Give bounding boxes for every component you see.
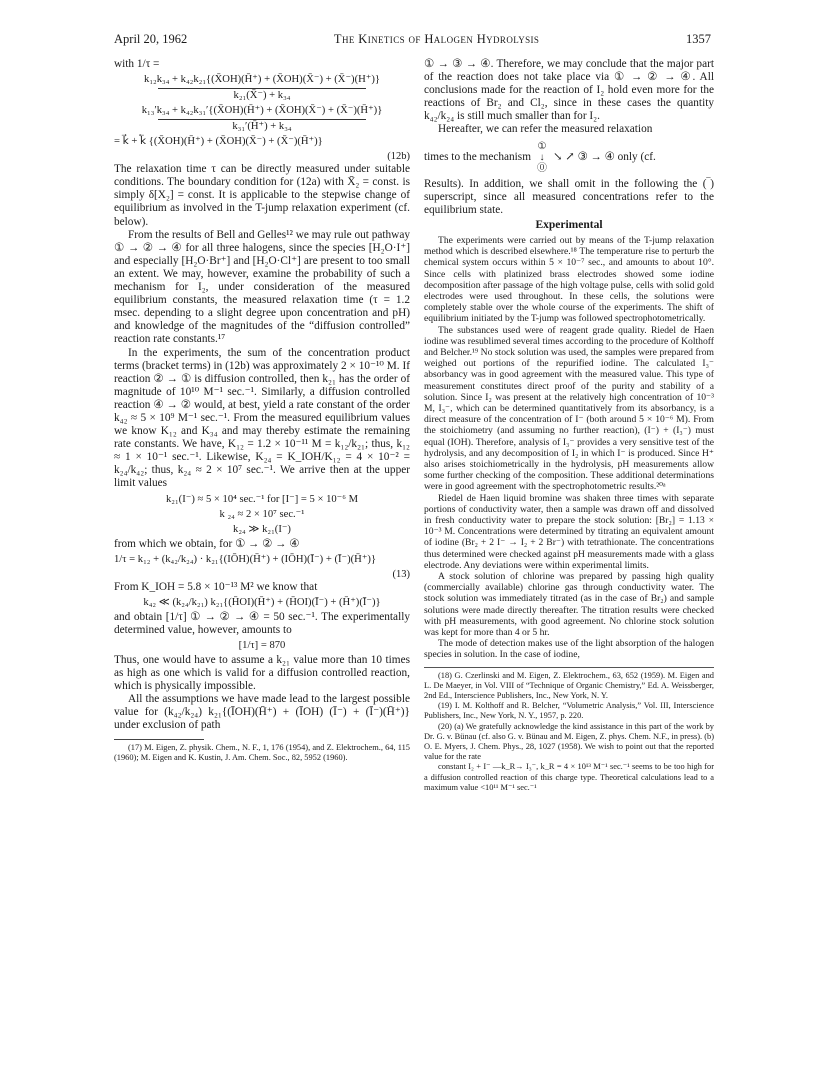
eq-upper-limit-1: k₂₁(I⁻) ≈ 5 × 10⁴ sec.⁻¹ for [I⁻] = 5 × 10⁻⁶ M [165, 493, 359, 505]
eq-12b-number: (12b) [387, 151, 410, 163]
paragraph: A stock solution of chlorine was prepared by passing high quality (commercially available) chlorine gas through conductivity water. The stock solution was immediately titrated (as in the case of Br₂) and sample solutions were made directly thereafter. The titration results were checked with pH measurements, with good agreement. No chlorine stock solution was kept for more than 4 or 5 hr. [424, 571, 714, 639]
mechanism-branch [537, 141, 547, 174]
mechanism-top-species: ① [537, 140, 547, 152]
mechanism-rest: ↘ ↗ ③ → ④ only (cf. [552, 150, 656, 163]
eq-13-row [114, 551, 410, 568]
paragraph: from which we obtain, for ① → ② → ④ [114, 537, 300, 550]
eq-12b-line3: = k⃗ + k⃖ {(X̄OH)(H̄⁺) + (X̄OH)(X̄⁻) + (X̄⁻)(H̄⁺)} [114, 136, 323, 148]
mechanism-scheme [424, 141, 714, 174]
footnote-17: (17) M. Eigen, Z. physik. Chem., N. F., 1, 176 (1954), and Z. Elektrochem., 64, 115 (1960); M. Eigen and K. Kustin, J. Am. Chem. Soc., 82, 5952 (1960). [114, 742, 410, 762]
footnote-rule [114, 739, 204, 740]
eq-12b-line1-den: k₂₁(X̄⁻) + k₃₄ [158, 88, 365, 102]
paragraph: The experiments were carried out by means of the T-jump relaxation method which is described elsewhere.¹⁸ The temperature rise to perturb the chemical system occurs within 5 × 10⁻⁷ sec., and amounts to about 10°. Since cells with platinized brass electrodes showed some iodine decomposition after passage of the high voltage pulse, cells with solid gold electrodes were used throughout. In these cells, the solutions were completely stable over the whole course of the experiments. The shift of equilibrium initiated by the T-jump was followed spectrophotometrically. [424, 234, 714, 325]
footnote-rule [424, 667, 714, 668]
eq-intro: with 1/τ = [114, 58, 160, 70]
eq-13: 1/τ = k₁₂ + (k₄₂/k₂₄) · k₂₁{(IŌH)(H̄⁺) + (IŌH)(Ī⁻) + (Ī⁻)(H̄⁺)} [114, 553, 377, 565]
eq-measured-value: [1/τ] = 870 [238, 640, 286, 651]
paragraph: From the results of Bell and Gelles¹² we may rule out pathway ① → ② → ④ for all three halogens, since the species [H₂O·I⁺] and especially [H₂O·Br⁺] and [H₂O·Cl⁺] are present to too small an extent. We may, however, examine the probability of such a mechanism for I₂, under consideration of the measured equilibrium constants, the measured relaxation time (τ = 1.2 msec. depending to a slight degree upon concentration and pH) and knowledge of the magnitudes of the “diffusion controlled” reaction rate constants.¹⁷ [114, 228, 410, 346]
paragraph: The substances used were of reagent grade quality. Riedel de Haen iodine was resublimed several times according to the procedure of Kolthoff and Belcher.¹⁹ No stock solution was used, the samples were prepared from weighed out portions of the repurified iodine. The calculated I₃⁻ absorbancy was in good agreement with the measured value. This type of measurement constitutes direct proof of the purity and stability of a solution. Since I₂ was present at the relatively high concentration of 10⁻³ M, I₃⁻, which can be determined quantitatively from its absorbancy, is a direct measure of the concentration of I⁻ (both around 5 × 10⁻⁶ M). From the stoichiometry (and assuming no further reaction), (I⁻) + (I₃⁻) must equal (IOH). Therefore, analysis of I₃⁻ provides a very sensitive test of the hydrolysis, and any decomposition of I₂ in which I⁻ is produced. Since H⁺ also arises stoichiometrically in the hydrolysis, pH measurements allow some further checking of the composition. These additional determinations were in good agreement with the spectrophotometric results.²⁰ᵃ [424, 324, 714, 493]
paragraph: and obtain [1/τ] ① → ② → ④ = 50 sec.⁻¹. The experimentally determined value, however, amounts to [114, 610, 410, 636]
eq-13-number: (13) [392, 568, 410, 580]
left-column [114, 58, 410, 763]
paragraph: The mode of detection makes use of the light absorption of the halogen species in solution. In the case of iodine, [424, 638, 714, 661]
header-date: April 20, 1962 [114, 32, 188, 46]
header-page-number: 1357 [686, 32, 711, 46]
paragraph: Hereafter, we can refer the measured relaxation [438, 123, 653, 136]
eq-12b-line1-num: k₁₂k₃₄ + k₄₂k₂₁{(X̄OH)(H̄⁺) + (X̄OH)(X̄⁻) + (X̄⁻)(H⁺)} [144, 74, 380, 86]
footnote-18: (18) G. Czerlinski and M. Eigen, Z. Elektrochem., 63, 652 (1959). M. Eigen and L. De Maeyer, in Vol. VIII of “Technique of Organic Chemistry,” Ed. A. Weissberger, 2nd Ed., Interscience Publishers, Inc., New York, N. Y. [424, 670, 714, 701]
mechanism-label: times to the mechanism [424, 150, 531, 163]
paragraph: The relaxation time τ can be directly measured under suitable conditions. The boundary condition for (12a) with X̄₂ = const. is simply δ[X₂] = const. It is applicable to the stepwise change of equilibrium as involved in the T-jump relaxation experiment (cf. below). [114, 163, 410, 228]
paragraph: ① → ③ → ④. Therefore, we may conclude that the major part of the reaction does not take place via ① → ② → ④. All conclusions made for the reaction of I₂ hold even more for the reactions of Br₂ and Cl₂, since in these cases the quantity k₄₂/k₂₄ is still much smaller than for I₂. [424, 58, 714, 123]
section-heading-experimental: Experimental [535, 218, 603, 231]
footnote-20: (20) (a) We gratefully acknowledge the kind assistance in this part of the work by Dr. G. v. Bünau (cf. also G. v. Bünau and M. Eigen, Z. phys. Chem. N.F., in press). (b) O. E. Myers, J. Chem. Phys., 28, 1027 (1958). We wish to point out that the reported value for the rate [424, 721, 714, 762]
running-header [114, 32, 711, 47]
paragraph: All the assumptions we have made lead to the largest possible value for (k₄₂/k₂₄) k₂₁{(ĪOH)(H̄⁺) + (ĪOH) (Ī⁻) + (Ī⁻)(H̄⁺)} under exclusion of path [114, 693, 410, 732]
paragraph: Results). In addition, we shall omit in the following the (‾) superscript, since all measured concentrations refer to the equilibrium state. [424, 177, 714, 216]
paragraph: Thus, one would have to assume a k₂₁ value more than 10 times as high as one which is valid for a diffusion controlled reaction, which is physically impossible. [114, 654, 410, 693]
eq-12b-line2-num: k₁₃′k₃₄ + k₄₂k₃₁′{(X̄OH)(H̄⁺) + (X̄OH)(X̄⁻) + (X̄⁻)(H̄⁺)} [141, 105, 383, 117]
right-column [424, 58, 714, 793]
paragraph: In the experiments, the sum of the concentration product terms (bracket terms) in (12b) was approximately 2 × 10⁻¹⁰ M. If reaction ② → ① is diffusion controlled, then k₂₁ has the order of magnitude of 10¹⁰ M⁻¹ sec.⁻¹. Similarly, a diffusion controlled reaction ④ → ② would, at best, yield a rate constant of the order k₄₂ ≈ 5 × 10⁹ M⁻¹ sec.⁻¹. From the measured equilibrium values we know K₁₂ and K₃₄ and may thereby estimate the remaining rate constants. We have, K₁₂ = 1.2 × 10⁻¹¹ M = k₁₂/k₂₁; thus, k₁₂ ≈ 1 × 10⁻¹ sec.⁻¹. Likewise, K₂₄ = K_IOH/K₁₂ = 4 × 10⁻² = k₂₄/k₄₂; thus, k₂₄ ≈ 2 × 10⁷ sec.⁻¹. We arrive then at the upper limit values [114, 346, 410, 490]
eq-12b-line2-den: k₃₁′(H̄⁺) + k₃₄ [158, 119, 365, 133]
paragraph: From K_IOH = 5.8 × 10⁻¹³ M² we know that [114, 580, 318, 593]
footnote-20-continued: constant I₂ + I⁻ —k_R→ I₃⁻, k_R = 4 × 10¹³ M⁻¹ sec.⁻¹ seems to be too high for a diffusion controlled reaction of this charge type. Theoretical calculations lead to a maximum value <10¹¹ M⁻¹ sec.⁻¹ [424, 762, 714, 792]
paragraph: Riedel de Haen liquid bromine was shaken three times with separate portions of conductivity water, then a sample was drawn off and dissolved in fresh conductivity water to prepare the stock solution: [Br₂] = 1.13 × 10⁻³ M. Concentrations were determined by titrating an equivalent amount of iodine (Br₂ + 2 I⁻ → I₂ + 2 Br⁻) with tetrathionate. The concentrations thus determined were checked against pH measurements made with a glass electrode. Any deviations were within experimental limits. [424, 492, 714, 571]
eq-upper-limit-2: k ₂₄ ≈ 2 × 10⁷ sec.⁻¹ [219, 508, 305, 520]
header-title: The Kinetics of Halogen Hydrolysis [333, 32, 540, 46]
eq-k42-inequality: k₄₂ ≪ (k₂₄/k₂₁) k₂₁{(H̄OI)(H̄⁺) + (H̄OI)(Ī⁻) + (H̄⁺)(Ī⁻)} [143, 596, 381, 608]
mechanism-down-arrow-icon: ↓ [539, 151, 545, 163]
eq-upper-limit-3: k₂₄ ≫ k₂₁(I⁻) [233, 523, 291, 535]
mechanism-bottom-species: ⓪ [536, 162, 547, 174]
footnote-19: (19) I. M. Kolthoff and R. Belcher, “Volumetric Analysis,” Vol. III, Interscience Publishers, Inc., New York, N. Y., 1957, p. 220. [424, 701, 714, 721]
